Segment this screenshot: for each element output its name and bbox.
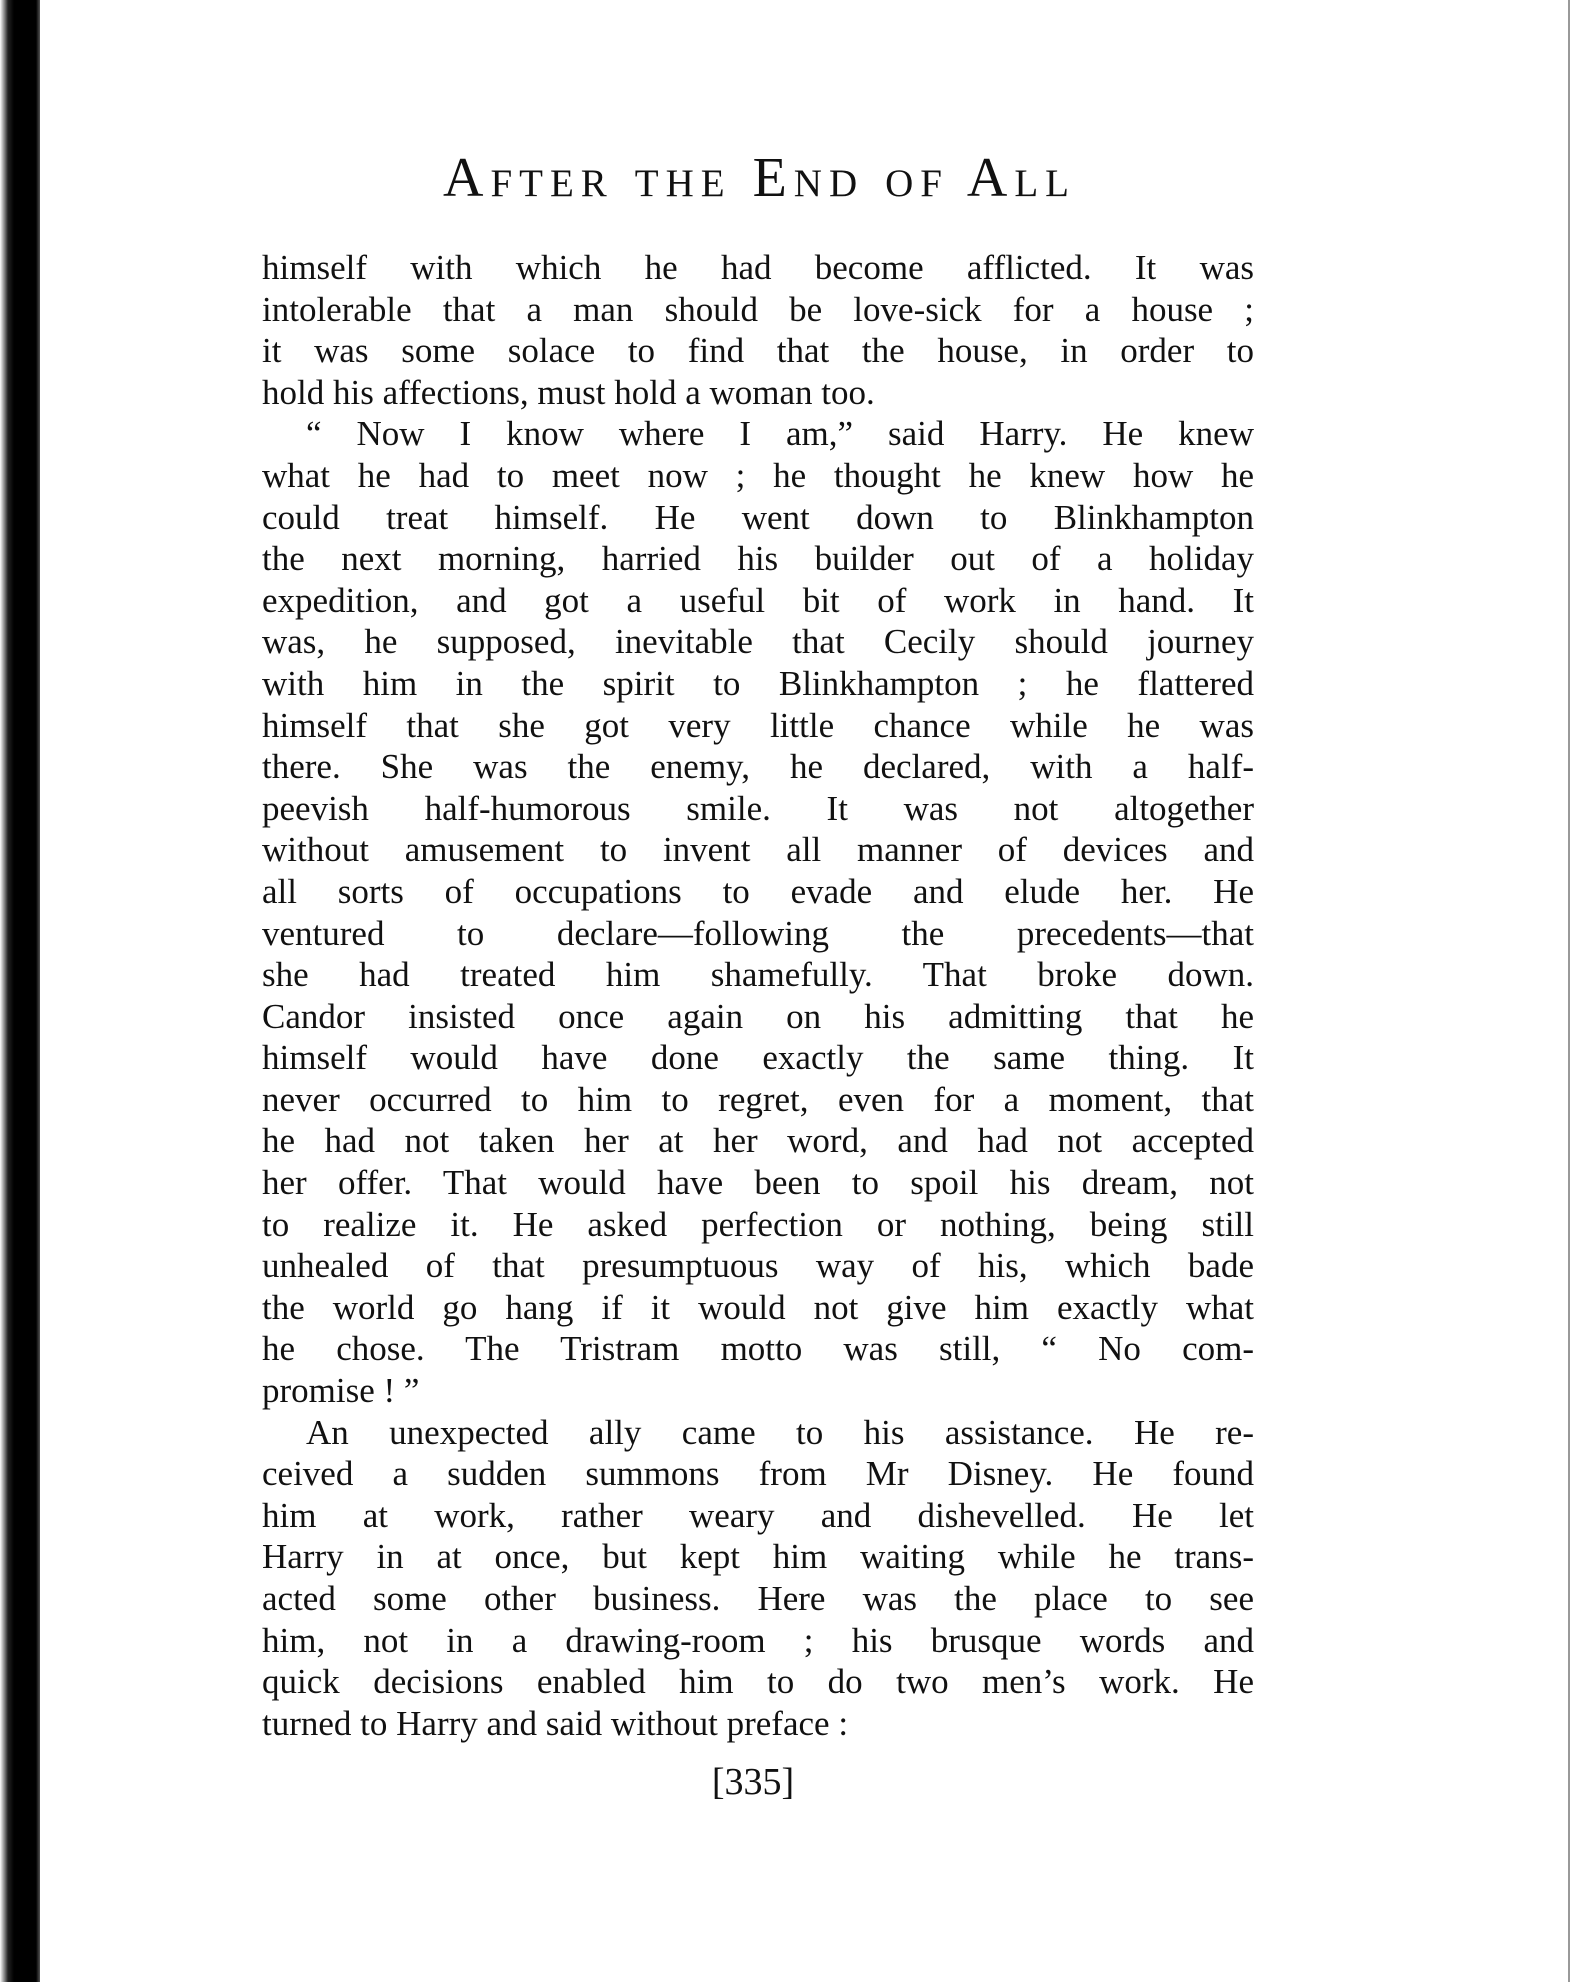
text-line: her offer. That would have been to spoil his dream, not	[262, 1163, 1254, 1203]
text-line: hold his affections, must hold a woman too.	[262, 372, 875, 412]
text-line: turned to Harry and said without preface :	[262, 1703, 849, 1743]
text-line: “ Now I know where I am,” said Harry. He knew	[306, 414, 1254, 454]
text-line: the world go hang if it would not give him exactly what	[262, 1287, 1254, 1327]
text-line: with him in the spirit to Blinkhampton ; he flattered	[262, 663, 1254, 703]
text-line: could treat himself. He went down to Blinkhampton	[262, 497, 1254, 537]
text-line: himself would have done exactly the same thing. It	[262, 1038, 1254, 1078]
text-line: An unexpected ally came to his assistance. He re-	[306, 1412, 1254, 1452]
text-line: acted some other business. Here was the place to see	[262, 1579, 1254, 1618]
text-line: peevish half-humorous smile. It was not altogether	[262, 788, 1254, 828]
text-line: promise ! ”	[262, 1371, 420, 1411]
text-line: what he had to meet now ; he thought he knew how he	[262, 455, 1254, 495]
text-line: himself that she got very little chance while he was	[262, 705, 1254, 745]
page-edge	[1568, 0, 1570, 1982]
text-line: was, he supposed, inevitable that Cecily should journey	[262, 622, 1254, 662]
running-head: After the End of All	[443, 147, 1076, 209]
text-line: all sorts of occupations to evade and elude her. He	[262, 871, 1254, 911]
text-line: the next morning, harried his builder out of a holiday	[262, 539, 1254, 579]
text-line: Candor insisted once again on his admitting that he	[262, 996, 1254, 1036]
text-line: ventured to declare—following the precedents—that	[262, 913, 1254, 953]
text-line: Harry in at once, but kept him waiting while he trans-	[262, 1537, 1254, 1577]
text-line: without amusement to invent all manner of devices and	[262, 830, 1254, 870]
text-line: ceived a sudden summons from Mr Disney. He found	[262, 1454, 1254, 1494]
text-line: expedition, and got a useful bit of work in hand. It	[262, 580, 1254, 620]
text-line: he chose. The Tristram motto was still, “ No com-	[262, 1329, 1254, 1369]
text-line: there. She was the enemy, he declared, with a half-	[262, 747, 1254, 787]
text-line: he had not taken her at her word, and had not accepted	[262, 1121, 1254, 1161]
text-line: intolerable that a man should be love-sick for a house ;	[262, 289, 1254, 329]
text-line: him, not in a drawing-room ; his brusque words and	[262, 1620, 1254, 1660]
text-line: quick decisions enabled him to do two men’s work. He	[262, 1662, 1254, 1702]
text-line: to realize it. He asked perfection or nothing, being still	[262, 1204, 1254, 1244]
text-line: unhealed of that presumptuous way of his, which bade	[262, 1246, 1254, 1286]
body-text	[262, 247, 1254, 1744]
text-line: him at work, rather weary and dishevelled. He let	[262, 1495, 1254, 1535]
book-binding-edge	[0, 0, 40, 1982]
text-line: she had treated him shamefully. That broke down.	[262, 955, 1254, 995]
page-number: [335]	[711, 1761, 795, 1803]
text-line: it was some solace to find that the house, in order to	[262, 331, 1254, 371]
text-line: never occurred to him to regret, even for a moment, that	[262, 1079, 1254, 1119]
text-line: himself with which he had become afflicted. It was	[262, 248, 1254, 287]
